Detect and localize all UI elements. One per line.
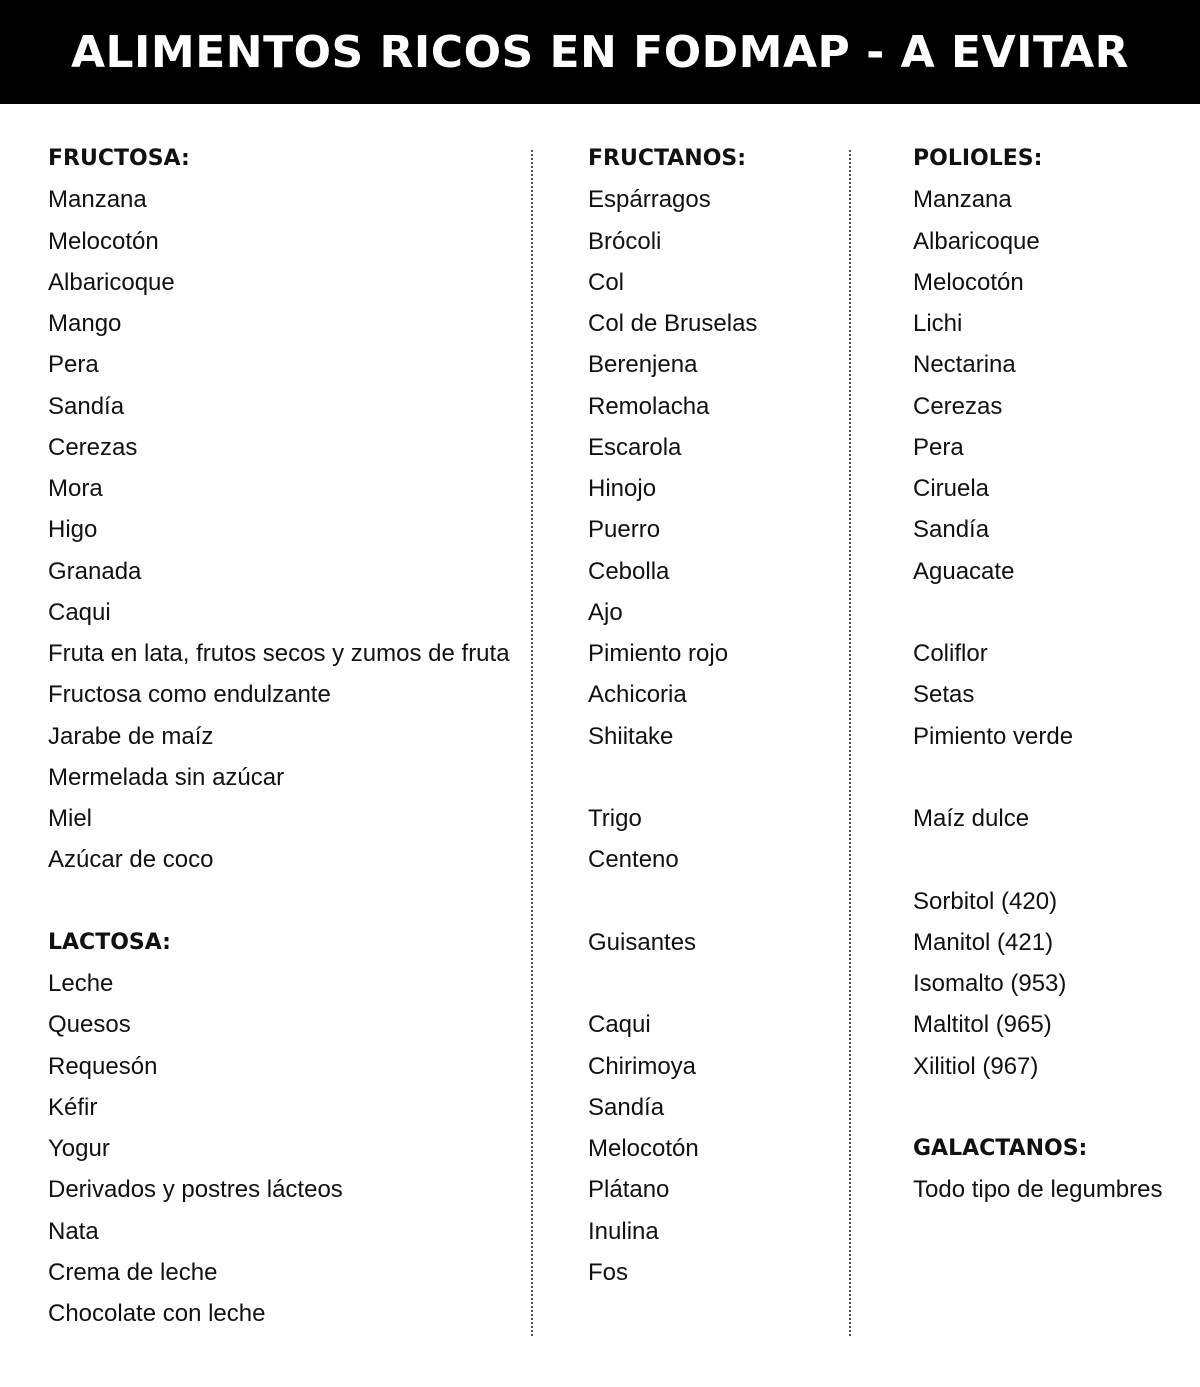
food-item: Sandía: [913, 516, 990, 544]
page-header: [0, 0, 1200, 104]
food-item: Todo tipo de legumbres: [913, 1176, 1163, 1204]
category-heading: FRUCTOSA:: [48, 146, 190, 171]
food-item: Coliflor: [913, 640, 988, 667]
food-item: Mango: [48, 310, 122, 337]
food-item: Plátano: [588, 1176, 670, 1204]
food-item: Mora: [48, 475, 103, 502]
category-heading: LACTOSA:: [48, 929, 171, 955]
group-gap: [588, 757, 757, 798]
food-item: Quesos: [48, 1011, 131, 1039]
category-heading: FRUCTANOS:: [588, 146, 747, 171]
food-item: Cerezas: [913, 392, 1003, 420]
food-item: Cerezas: [48, 433, 138, 461]
group-gap: [588, 963, 757, 1004]
food-item: Ciruela: [913, 475, 990, 502]
column-1: [48, 138, 510, 1334]
food-item: Xilitiol (967): [913, 1052, 1039, 1080]
food-item: Nata: [48, 1217, 99, 1245]
food-item: Higo: [48, 516, 98, 544]
food-item: Col de Bruselas: [588, 310, 758, 337]
food-item: Kéfir: [48, 1093, 98, 1121]
food-item: Jarabe de maíz: [48, 722, 214, 750]
food-item: Albaricoque: [913, 227, 1040, 255]
food-item: Inulina: [588, 1217, 659, 1245]
column-2: [588, 138, 757, 1293]
food-item: Fructosa como endulzante: [48, 681, 331, 709]
food-item: Trigo: [588, 805, 642, 832]
food-item: Melocotón: [913, 268, 1024, 296]
food-item: Aguacate: [913, 557, 1015, 585]
food-item: Brócoli: [588, 227, 662, 255]
section-gap: [913, 1087, 1163, 1128]
food-item: Fos: [588, 1258, 629, 1286]
food-item: Albaricoque: [48, 268, 175, 296]
food-item: Escarola: [588, 433, 682, 461]
food-item: Berenjena: [588, 351, 698, 379]
food-item: Maíz dulce: [913, 805, 1030, 832]
food-item: Col: [588, 268, 625, 296]
food-item: Cebolla: [588, 557, 670, 585]
food-item: Manzana: [48, 186, 147, 214]
food-item: Azúcar de coco: [48, 846, 214, 874]
food-item: Centeno: [588, 846, 679, 874]
food-item: Sandía: [588, 1093, 665, 1121]
food-item: Fruta en lata, frutos secos y zumos de fruta: [48, 640, 510, 667]
food-item: Isomalto (953): [913, 970, 1067, 997]
food-item: Hinojo: [588, 475, 657, 502]
group-gap: [588, 881, 757, 922]
food-item: Melocotón: [588, 1135, 699, 1162]
food-item: Chocolate con leche: [48, 1300, 266, 1327]
food-item: Granada: [48, 557, 142, 585]
food-item: Chirimoya: [588, 1052, 697, 1080]
food-item: Lichi: [913, 310, 963, 337]
food-item: Leche: [48, 970, 114, 997]
food-item: Pimiento rojo: [588, 640, 729, 667]
food-item: Nectarina: [913, 351, 1016, 379]
food-item: Maltitol (965): [913, 1011, 1052, 1039]
food-item: Sorbitol (420): [913, 887, 1058, 915]
column-3: [913, 138, 1163, 1211]
food-item: Mermelada sin azúcar: [48, 763, 285, 791]
food-item: Shiitake: [588, 722, 674, 750]
food-item: Setas: [913, 681, 975, 709]
food-item: Achicoria: [588, 681, 687, 709]
food-item: Pera: [48, 351, 99, 379]
page-title: ALIMENTOS RICOS EN FODMAP - A EVITAR: [70, 26, 1130, 78]
category-heading: POLIOLES:: [913, 146, 1043, 171]
column-divider-2: [849, 150, 851, 1336]
group-gap: [913, 839, 1163, 880]
section-gap: [48, 881, 510, 922]
food-item: Puerro: [588, 516, 661, 544]
food-item: Guisantes: [588, 928, 697, 956]
column-divider-1: [531, 150, 533, 1336]
food-item: Espárragos: [588, 186, 711, 214]
food-item: Requesón: [48, 1052, 158, 1080]
food-item: Manitol (421): [913, 928, 1054, 956]
food-item: Pera: [913, 433, 964, 461]
group-gap: [913, 757, 1163, 798]
group-gap: [913, 592, 1163, 633]
food-item: Crema de leche: [48, 1258, 218, 1286]
food-item: Pimiento verde: [913, 722, 1074, 750]
food-item: Manzana: [913, 186, 1012, 214]
food-item: Caqui: [48, 598, 111, 626]
category-heading: GALACTANOS:: [913, 1136, 1088, 1161]
food-item: Ajo: [588, 598, 623, 626]
food-item: Yogur: [48, 1135, 110, 1162]
food-item: Derivados y postres lácteos: [48, 1176, 343, 1204]
food-item: Melocotón: [48, 227, 159, 255]
food-item: Sandía: [48, 392, 125, 420]
food-item: Caqui: [588, 1011, 651, 1039]
food-item: Remolacha: [588, 392, 710, 420]
food-item: Miel: [48, 805, 93, 832]
